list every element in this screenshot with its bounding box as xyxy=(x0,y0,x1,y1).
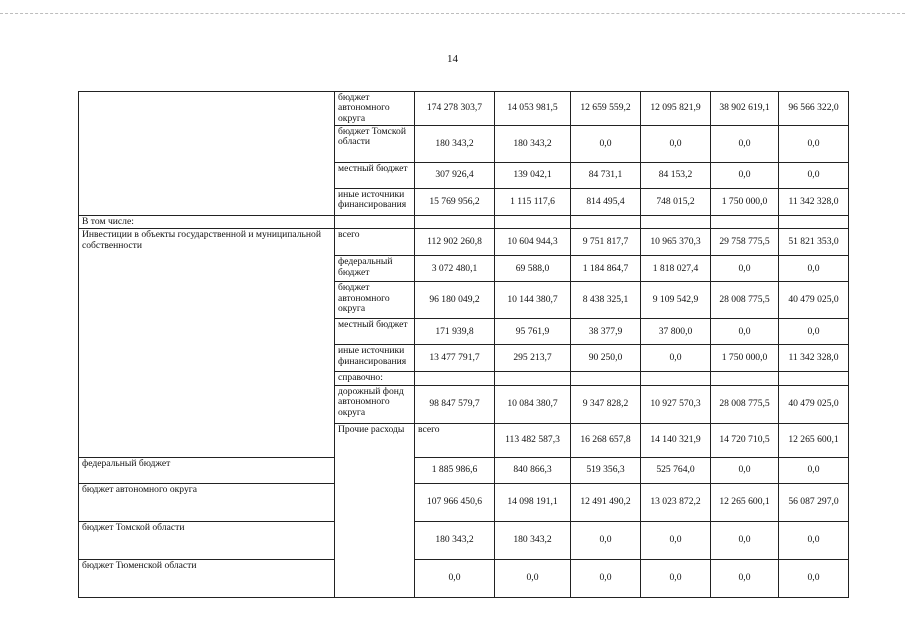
value-cell: 0,0 xyxy=(711,256,779,282)
source-cell: бюджет Тюменской области xyxy=(79,559,335,597)
value-cell: 113 482 587,3 xyxy=(495,423,571,457)
value-cell: 0,0 xyxy=(711,319,779,345)
value-cell: 10 965 370,3 xyxy=(641,229,711,256)
source-cell: бюджет Томской области xyxy=(79,521,335,559)
value-cell: 0,0 xyxy=(571,559,641,597)
value-cell: 11 342 328,0 xyxy=(779,189,849,216)
value-cell: 1 885 986,6 xyxy=(415,457,495,483)
value-cell: 14 098 191,1 xyxy=(495,483,571,521)
table-row xyxy=(79,483,849,521)
value-cell: 28 008 775,5 xyxy=(711,385,779,423)
value-cell: 51 821 353,0 xyxy=(779,229,849,256)
source-cell: дорожный фонд автономного округа xyxy=(335,385,415,423)
value-cell: 519 356,3 xyxy=(571,457,641,483)
value-cell: 10 927 570,3 xyxy=(641,385,711,423)
table-row xyxy=(79,521,849,559)
value-cell: 180 343,2 xyxy=(415,126,495,163)
value-cell: 0,0 xyxy=(779,256,849,282)
value-cell: 0,0 xyxy=(711,521,779,559)
value-cell: 84 731,1 xyxy=(571,163,641,189)
source-cell: всего xyxy=(415,423,495,457)
value-cell: 16 268 657,8 xyxy=(571,423,641,457)
value-cell: 171 939,8 xyxy=(415,319,495,345)
value-cell: 15 769 956,2 xyxy=(415,189,495,216)
value-cell: 0,0 xyxy=(779,319,849,345)
value-cell: 1 184 864,7 xyxy=(571,256,641,282)
source-cell: местный бюджет xyxy=(335,319,415,345)
value-cell: 10 084 380,7 xyxy=(495,385,571,423)
value-cell: 0,0 xyxy=(779,521,849,559)
page-number: 14 xyxy=(447,53,458,65)
value-cell: 0,0 xyxy=(641,126,711,163)
value-cell: 0,0 xyxy=(711,163,779,189)
table-row xyxy=(79,559,849,597)
source-cell: федеральный бюджет xyxy=(335,256,415,282)
table-row xyxy=(79,92,849,126)
value-cell: 0,0 xyxy=(779,126,849,163)
value-cell: 0,0 xyxy=(711,559,779,597)
source-cell: иные источники финансирования xyxy=(335,189,415,216)
value-cell: 525 764,0 xyxy=(641,457,711,483)
source-cell: федеральный бюджет xyxy=(79,457,335,483)
value-cell: 0,0 xyxy=(641,521,711,559)
value-cell: 38 377,9 xyxy=(571,319,641,345)
section-title-investments: Инвестиции в объекты государственной и муниципальной собственности xyxy=(79,229,335,457)
budget-table xyxy=(78,91,849,598)
value-cell: 12 095 821,9 xyxy=(641,92,711,126)
value-cell: 9 109 542,9 xyxy=(641,282,711,319)
value-cell: 295 213,7 xyxy=(495,345,571,372)
value-cell: 814 495,4 xyxy=(571,189,641,216)
source-cell: бюджет Томской области xyxy=(335,126,415,163)
section-cell-empty xyxy=(79,92,335,216)
scan-edge-line xyxy=(0,13,905,14)
source-cell: бюджет автономного округа xyxy=(335,282,415,319)
value-cell: 56 087 297,0 xyxy=(779,483,849,521)
value-cell: 14 140 321,9 xyxy=(641,423,711,457)
value-cell: 112 902 260,8 xyxy=(415,229,495,256)
value-cell: 180 343,2 xyxy=(495,126,571,163)
source-cell: местный бюджет xyxy=(335,163,415,189)
value-cell: 11 342 328,0 xyxy=(779,345,849,372)
reference-label: справочно: xyxy=(335,372,415,385)
table-row xyxy=(79,229,849,256)
value-cell: 0,0 xyxy=(641,559,711,597)
value-cell: 0,0 xyxy=(711,457,779,483)
value-cell: 9 347 828,2 xyxy=(571,385,641,423)
source-cell: иные источники финансирования xyxy=(335,345,415,372)
source-cell: бюджет автономного округа xyxy=(79,483,335,521)
value-cell: 0,0 xyxy=(641,345,711,372)
value-cell: 180 343,2 xyxy=(415,521,495,559)
value-cell: 8 438 325,1 xyxy=(571,282,641,319)
value-cell: 0,0 xyxy=(571,126,641,163)
value-cell: 14 720 710,5 xyxy=(711,423,779,457)
table-row xyxy=(79,216,849,229)
value-cell: 40 479 025,0 xyxy=(779,385,849,423)
value-cell: 10 604 944,3 xyxy=(495,229,571,256)
value-cell: 1 818 027,4 xyxy=(641,256,711,282)
value-cell: 28 008 775,5 xyxy=(711,282,779,319)
in-that-number-label: В том числе: xyxy=(79,216,335,229)
value-cell: 307 926,4 xyxy=(415,163,495,189)
value-cell: 174 278 303,7 xyxy=(415,92,495,126)
value-cell: 0,0 xyxy=(571,521,641,559)
value-cell: 139 042,1 xyxy=(495,163,571,189)
value-cell: 12 659 559,2 xyxy=(571,92,641,126)
value-cell: 12 491 490,2 xyxy=(571,483,641,521)
value-cell: 14 053 981,5 xyxy=(495,92,571,126)
table-row xyxy=(79,457,849,483)
value-cell: 69 588,0 xyxy=(495,256,571,282)
value-cell: 12 265 600,1 xyxy=(711,483,779,521)
value-cell: 748 015,2 xyxy=(641,189,711,216)
value-cell: 13 477 791,7 xyxy=(415,345,495,372)
value-cell: 1 750 000,0 xyxy=(711,189,779,216)
value-cell: 0,0 xyxy=(779,559,849,597)
value-cell: 0,0 xyxy=(779,163,849,189)
value-cell: 96 566 322,0 xyxy=(779,92,849,126)
value-cell: 29 758 775,5 xyxy=(711,229,779,256)
source-cell: всего xyxy=(335,229,415,256)
value-cell: 1 115 117,6 xyxy=(495,189,571,216)
section-title-other: Прочие расходы xyxy=(335,423,415,597)
value-cell: 180 343,2 xyxy=(495,521,571,559)
value-cell: 0,0 xyxy=(779,457,849,483)
value-cell: 90 250,0 xyxy=(571,345,641,372)
value-cell: 9 751 817,7 xyxy=(571,229,641,256)
value-cell: 10 144 380,7 xyxy=(495,282,571,319)
value-cell: 84 153,2 xyxy=(641,163,711,189)
value-cell: 12 265 600,1 xyxy=(779,423,849,457)
value-cell: 95 761,9 xyxy=(495,319,571,345)
source-cell: бюджет автономного округа xyxy=(335,92,415,126)
value-cell: 38 902 619,1 xyxy=(711,92,779,126)
value-cell: 1 750 000,0 xyxy=(711,345,779,372)
value-cell: 13 023 872,2 xyxy=(641,483,711,521)
value-cell: 3 072 480,1 xyxy=(415,256,495,282)
value-cell: 0,0 xyxy=(495,559,571,597)
value-cell: 840 866,3 xyxy=(495,457,571,483)
value-cell: 0,0 xyxy=(415,559,495,597)
value-cell: 98 847 579,7 xyxy=(415,385,495,423)
value-cell: 0,0 xyxy=(711,126,779,163)
value-cell: 37 800,0 xyxy=(641,319,711,345)
value-cell: 107 966 450,6 xyxy=(415,483,495,521)
value-cell: 40 479 025,0 xyxy=(779,282,849,319)
value-cell: 96 180 049,2 xyxy=(415,282,495,319)
